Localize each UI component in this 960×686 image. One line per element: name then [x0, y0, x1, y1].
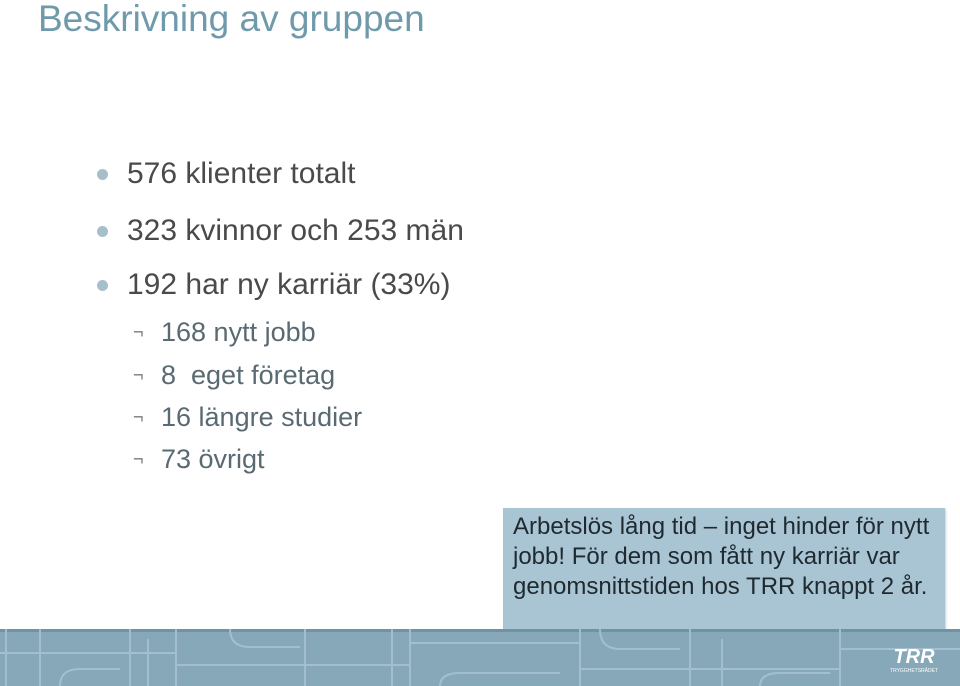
- subbullet-text: 16 längre studier: [161, 401, 363, 432]
- subbullet-item: [133, 399, 362, 435]
- subbullet-marker: ¬: [133, 448, 144, 469]
- bullet-text: 576 klienter totalt: [127, 157, 356, 190]
- callout-text: Arbetslös lång tid – inget hinder för nytt jobb! För dem som fått ny karriär var genomsnittstiden hos TRR knappt 2 år.: [513, 513, 930, 600]
- subbullet-text: 8 eget företag: [161, 359, 336, 390]
- callout-box: [503, 508, 945, 636]
- subbullet-item: [133, 357, 335, 393]
- subbullet-text: 168 nytt jobb: [161, 316, 316, 347]
- bullet-dot-icon: [97, 226, 108, 237]
- logo-subtext: TRYGGHETSRÅDET: [890, 668, 938, 674]
- subbullet-item: [133, 314, 316, 350]
- subbullet-item: [133, 441, 265, 477]
- bullet-item: [97, 154, 355, 194]
- footer-band: [0, 629, 960, 686]
- bullet-text: 323 kvinnor och 253 män: [127, 214, 464, 247]
- bullet-dot-icon: [97, 169, 108, 180]
- logo-text: TRR: [893, 646, 935, 668]
- bullet-item: [97, 265, 450, 305]
- subbullet-text: 73 övrigt: [161, 443, 265, 474]
- subbullet-marker: ¬: [133, 364, 144, 385]
- bullet-text: 192 har ny karriär (33%): [127, 268, 451, 301]
- bullet-dot-icon: [97, 280, 108, 291]
- slide-title: Beskrivning av gruppen: [38, 0, 425, 39]
- subbullet-marker: ¬: [133, 321, 144, 342]
- bullet-item: [97, 211, 464, 251]
- trr-logo-icon: [884, 643, 944, 675]
- subbullet-marker: ¬: [133, 406, 144, 427]
